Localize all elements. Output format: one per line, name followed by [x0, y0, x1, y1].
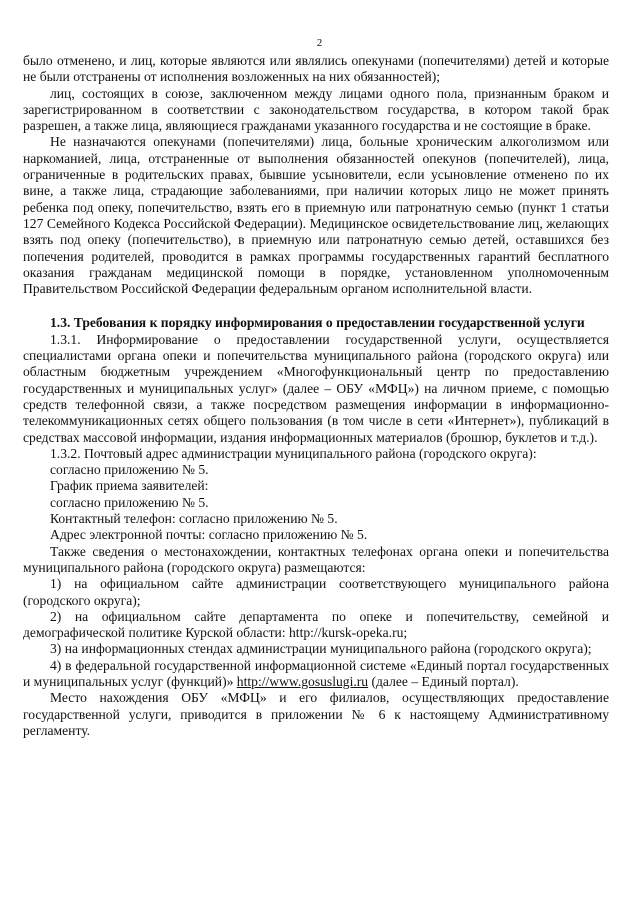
gosuslugi-link[interactable]: http://www.gosuslugi.ru: [236, 673, 369, 689]
list-item-1: 1) на официальном сайте администрации соответствующего муниципального района (городского округа);: [23, 576, 609, 608]
paragraph-email: Адрес электронной почты: согласно приложению № 5.: [50, 527, 368, 543]
list-item-4-tail: (далее – Единый портал).: [368, 673, 519, 689]
section-heading: 1.3. Требования к порядку информирования о предоставлении государственной услуги: [50, 315, 585, 331]
page-number: 2: [316, 37, 323, 49]
paragraph-continuation: было отменено, и лиц, которые являются или являлись опекунами (попечителями) детей и которые не были отстранены от исполнения возложенных на них обязанностей);: [23, 53, 609, 85]
paragraph-phone: Контактный телефон: согласно приложению № 5.: [50, 511, 338, 527]
paragraph-postal-appendix: согласно приложению № 5.: [50, 462, 209, 478]
paragraph-1-3-1: 1.3.1. Информирование о предоставлении государственной услуги, осуществляется специалистами органа опеки и попечительства муниципального района (городского округа) или областным бюджетным учреждением «Многофункциональный центр по предоставлению государственных и муниципальных услуг» (далее – ОБУ «МФЦ») на личном приеме, с помощью средств телефонной связи, а также посредством размещения информации в информационно-телекоммуникационных сетях общего пользования (в том числе в сети «Интернет»), публикаций в средствах массовой информации, издания информационных материалов (брошюр, буклетов и т.д.).: [23, 331, 609, 445]
paragraph-schedule: График приема заявителей:: [50, 478, 209, 494]
paragraph-mfc-location: Место нахождения ОБУ «МФЦ» и его филиалов, осуществляющих предоставление государственной услуги, приводится в приложении № 6 к настоящему Административному регламенту.: [23, 690, 609, 738]
list-item-2: 2) на официальном сайте департамента по опеке и попечительству, семейной и демографической политике Курской области: http://kursk-opeka.ru;: [23, 608, 609, 641]
paragraph-also-info: Также сведения о местонахождении, контактных телефонах органа опеки и попечительства муниципального района (городского округа) размещаются:: [23, 543, 609, 575]
list-item-4: [23, 658, 609, 691]
list-item-4-text: 4) в федеральной государственной информационной системе «Единый портал государственных и муниципальных услуг (функций)»: [23, 657, 609, 689]
paragraph-schedule-appendix: согласно приложению № 5.: [50, 494, 209, 510]
paragraph-same-sex-union: лиц, состоящих в союзе, заключенном между лицами одного пола, признанным браком и зарегистрированном в соответствии с законодательством государства, в котором такой брак разрешен, а также лица, являющиеся гражданами указанного государства и не состоящие в браке.: [23, 85, 609, 134]
document-text: [23, 53, 609, 739]
list-item-3: 3) на информационных стендах администрации муниципального района (городского округа);: [50, 641, 592, 657]
paragraph-not-appointed: Не назначаются опекунами (попечителями) лица, больные хроническим алкоголизмом или наркоманией, лица, отстраненные от выполнения обязанностей опекунов (попечителей), лица, ограниченные в родительских правах, бывшие усыновители, если усыновление отменено по их вине, а также лица, страдающие заболеваниями, при наличии которых лицо не может принять ребенка под опеку, попечительство, взять его в приемную или патронатную семью (пункт 1 статьи 127 Семейного Кодекса Российской Федерации). Медицинское освидетельствование лиц, желающих взять под опеку (попечительство), в приемную или патронатную семью детей, оставшихся без попечения родителей, проводится в рамках программы государственных гарантий бесплатного оказания гражданам медицинской помощи в порядке, установленном уполномоченным Правительством Российской Федерации федеральным органом исполнительной власти.: [23, 134, 609, 297]
paragraph-1-3-2: 1.3.2. Почтовый адрес администрации муниципального района (городского округа):: [50, 445, 537, 461]
